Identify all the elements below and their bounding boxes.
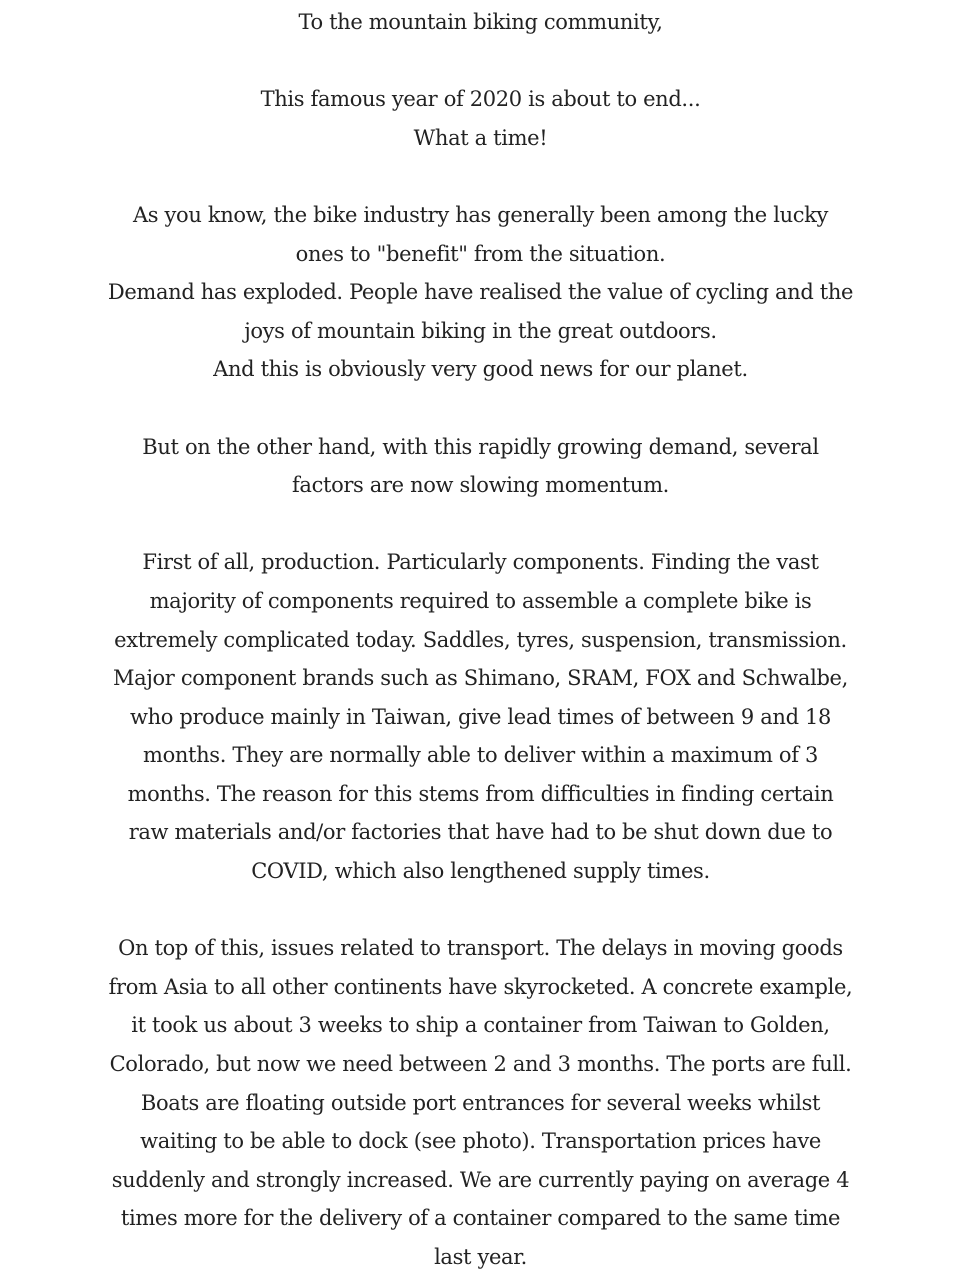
text-line: COVID, which also lengthened supply times. <box>251 859 710 884</box>
text-line: On top of this, issues related to transport. The delays in moving goods <box>118 936 843 961</box>
text-line: But on the other hand, with this rapidly growing demand, several <box>142 434 819 459</box>
paragraph-gap <box>0 42 961 81</box>
text-line: it took us about 3 weeks to ship a container from Taiwan to Golden, <box>131 1013 830 1038</box>
text-line: months. The reason for this stems from difficulties in finding certain <box>127 781 834 806</box>
paragraph-gap <box>0 891 961 930</box>
text-line: waiting to be able to dock (see photo). Transportation prices have <box>140 1129 821 1154</box>
paragraph-gap <box>0 389 961 428</box>
paragraph-gap <box>0 505 961 544</box>
text-line: suddenly and strongly increased. We are currently paying on average 4 <box>111 1167 850 1192</box>
paragraph-transport <box>0 929 961 1276</box>
paragraph-production <box>0 543 961 890</box>
text-line: What a time! <box>413 125 548 150</box>
text-line: times more for the delivery of a container compared to the same time <box>120 1206 841 1231</box>
text-line: First of all, production. Particularly components. Finding the vast <box>142 550 819 575</box>
paragraph-momentum <box>0 428 961 505</box>
text-line: Boats are floating outside port entrances for several weeks whilst <box>140 1090 821 1115</box>
text-line: Demand has exploded. People have realised the value of cycling and the <box>107 280 854 305</box>
text-line: ones to "benefit" from the situation. <box>295 241 666 266</box>
text-line: who produce mainly in Taiwan, give lead times of between 9 and 18 <box>129 704 832 729</box>
text-line: majority of components required to assemble a complete bike is <box>149 588 812 613</box>
paragraph-gap <box>0 157 961 196</box>
text-line: As you know, the bike industry has generally been among the lucky <box>132 202 829 227</box>
text-line: And this is obviously very good news for our planet. <box>213 357 748 382</box>
text-line: raw materials and/or factories that have had to be shut down due to <box>128 820 833 845</box>
text-line: last year. <box>434 1245 527 1269</box>
text-line: Colorado, but now we need between 2 and 3 months. The ports are full. <box>109 1052 852 1077</box>
text-line: factors are now slowing momentum. <box>291 473 669 498</box>
greeting: To the mountain biking community, <box>298 10 663 34</box>
text-line: months. They are normally able to deliver within a maximum of 3 <box>143 743 818 768</box>
text-line: joys of mountain biking in the great outdoors. <box>244 318 717 343</box>
text-line: from Asia to all other continents have skyrocketed. A concrete example, <box>108 974 853 999</box>
paragraph-demand <box>0 196 961 389</box>
paragraph-year-end <box>0 80 961 157</box>
text-line: extremely complicated today. Saddles, tyres, suspension, transmission. <box>114 627 847 652</box>
text-line: Major component brands such as Shimano, SRAM, FOX and Schwalbe, <box>113 666 848 691</box>
text-line: This famous year of 2020 is about to end... <box>260 87 701 112</box>
